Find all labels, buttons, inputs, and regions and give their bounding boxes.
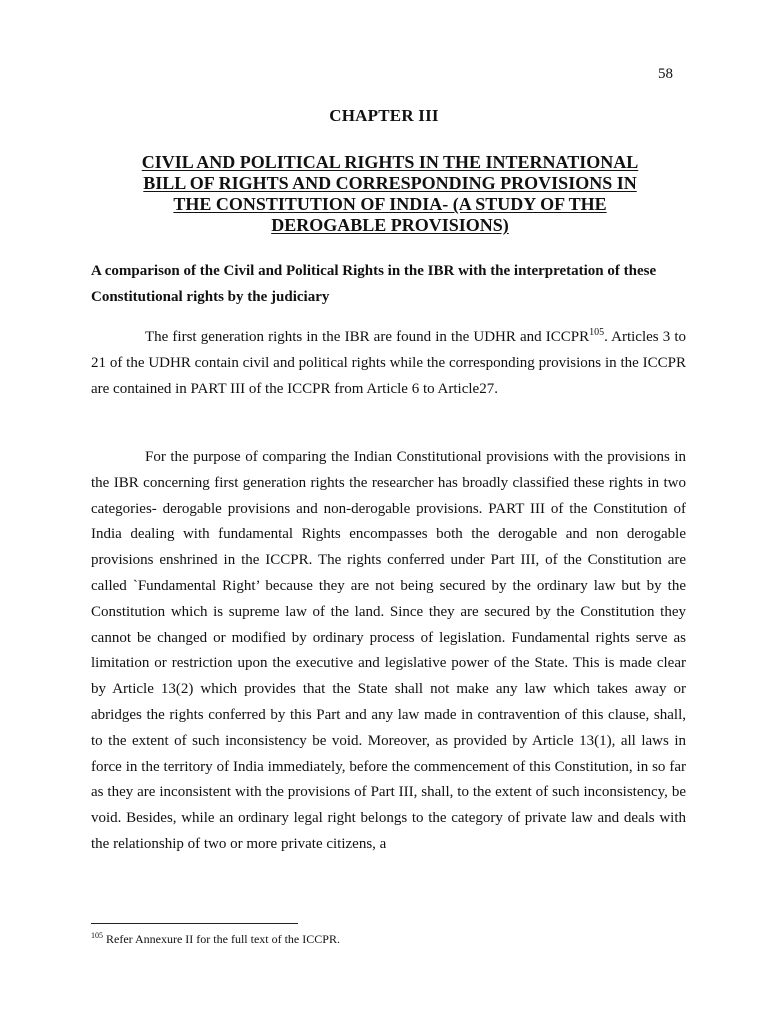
title-line: CIVIL AND POLITICAL RIGHTS IN THE INTERNATIONAL xyxy=(141,152,639,172)
title-line: BILL OF RIGHTS AND CORRESPONDING PROVISIONS IN xyxy=(143,173,637,193)
page-number: 58 xyxy=(658,66,673,82)
body-paragraph-2 xyxy=(91,445,686,858)
footnote-divider xyxy=(91,923,298,924)
title-line: DEROGABLE PROVISIONS) xyxy=(271,215,509,235)
chapter-heading: CHAPTER III xyxy=(329,106,439,125)
title-line: THE CONSTITUTION OF INDIA- (A STUDY OF THE xyxy=(173,194,607,214)
paragraph-text: The first generation rights in the IBR are found in the UDHR and ICCPR xyxy=(145,329,590,345)
chapter-title xyxy=(100,152,680,236)
paragraph-text: For the purpose of comparing the Indian Constitutional provisions with the provisions in the IBR concerning first generation rights the researcher has broadly classified these rights in two categories- derogable provisions and non-derogable provisions. PART III of the Constitution of India dealing with fundamental Rights encompasses both the derogable and non derogable provisions enshrined in the ICCPR. The rights conferred under Part III, of the Constitution are called `Fundamental Right’ because they are not being secured by the ordinary law but by the Constitution which is supreme law of the land. Since they are secured by the Constitution they cannot be changed or modified by ordinary process of legislation. Fundamental rights serve as limitation or restriction upon the executive and legislative power of the State. This is made clear by Article 13(2) which provides that the State shall not make any law which takes away or abridges the rights conferred by this Part and any law made in contravention of this clause, shall, to the extent of such inconsistency be void. Moreover, as provided by Article 13(1), all laws in force in the territory of India immediately, before the commencement of this Constitution, in so far as they are inconsistent with the provisions of Part III, shall, to the extent of such inconsistency, be void. Besides, while an ordinary legal right belongs to the category of private law and deals with the relationship of two or more private citizens, a xyxy=(91,449,686,852)
footnote-number: 105 xyxy=(91,931,103,940)
footnote-reference[interactable]: 105 xyxy=(589,327,605,338)
footnote-text: Refer Annexure II for the full text of the ICCPR. xyxy=(103,932,340,946)
body-paragraph-1 xyxy=(91,325,686,402)
footnote xyxy=(91,932,686,947)
paragraph-text: . Articles 3 to 21 of the UDHR contain civil and political rights while the corresponding provisions in the ICCPR are contained in PART III of the ICCPR from Article 6 to Article27. xyxy=(91,329,686,397)
section-subheading: A comparison of the Civil and Political Rights in the IBR with the interpretation of these Constitutional rights by the judiciary xyxy=(91,263,657,305)
